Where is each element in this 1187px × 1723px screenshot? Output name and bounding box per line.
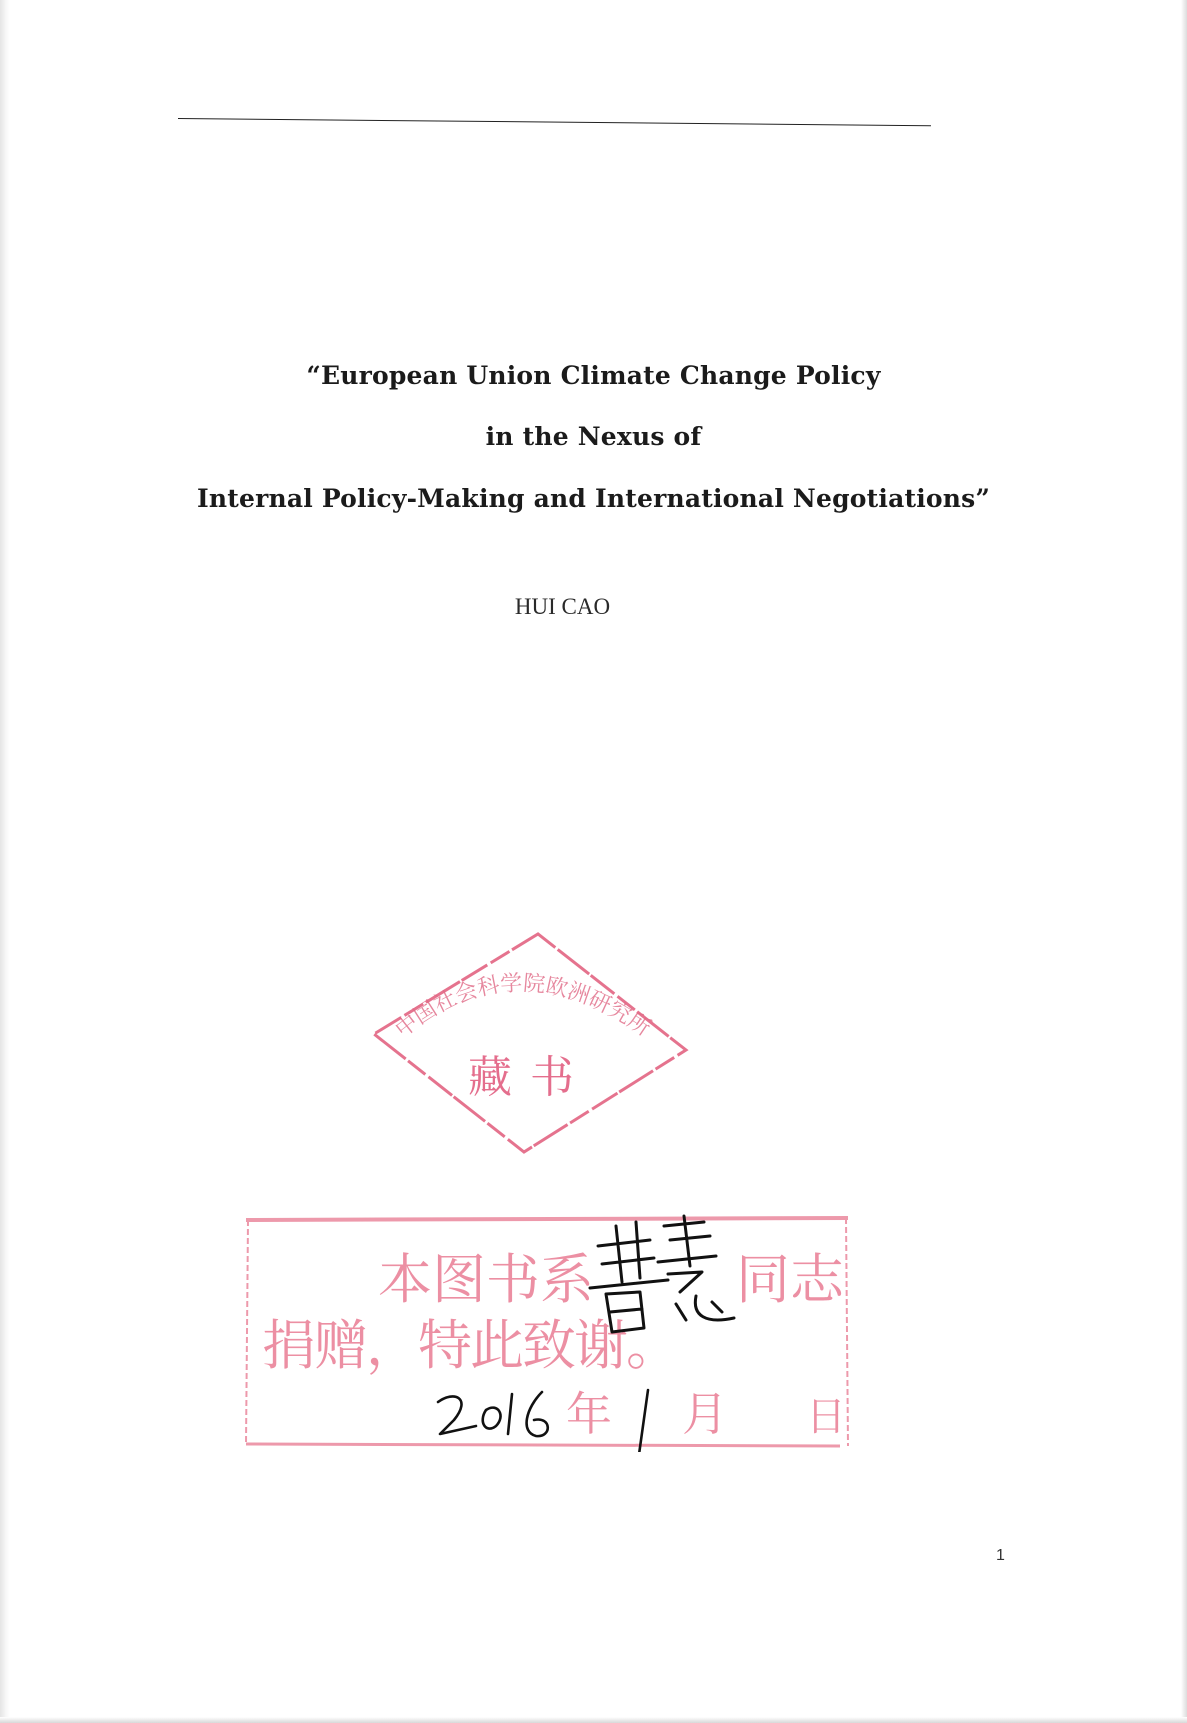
donation-year-suffix: 年 bbox=[566, 1387, 612, 1441]
page-number: 1 bbox=[996, 1547, 1005, 1564]
library-stamp-arc-text: 中国社会科学院欧洲研究所 bbox=[390, 971, 655, 1043]
library-stamp-center-text: 藏书 bbox=[468, 1052, 592, 1103]
library-stamp bbox=[364, 926, 694, 1158]
scan-edge-left bbox=[0, 0, 10, 1723]
library-stamp-outline bbox=[374, 934, 686, 1152]
donation-stamp bbox=[240, 1212, 852, 1452]
donation-line1-suffix: 同志 bbox=[736, 1248, 844, 1311]
donation-month-suffix: 月 bbox=[682, 1387, 728, 1441]
title-line-1: “European Union Climate Change Policy bbox=[306, 361, 881, 390]
donation-date-handwritten bbox=[438, 1390, 648, 1452]
donation-line1-prefix: 本图书系 bbox=[378, 1248, 594, 1311]
top-rule bbox=[178, 118, 931, 126]
donation-line2: 捐赠，特此致谢。 bbox=[262, 1314, 678, 1377]
scan-edge-right bbox=[1181, 0, 1187, 1723]
author-name: HUI CAO bbox=[514, 594, 611, 619]
title-line-3: Internal Policy-Making and International Negotiations” bbox=[196, 484, 991, 513]
donation-day-suffix: 日 bbox=[806, 1394, 846, 1440]
scan-edge-bottom bbox=[0, 1717, 1187, 1723]
title-line-2: in the Nexus of bbox=[485, 422, 702, 451]
